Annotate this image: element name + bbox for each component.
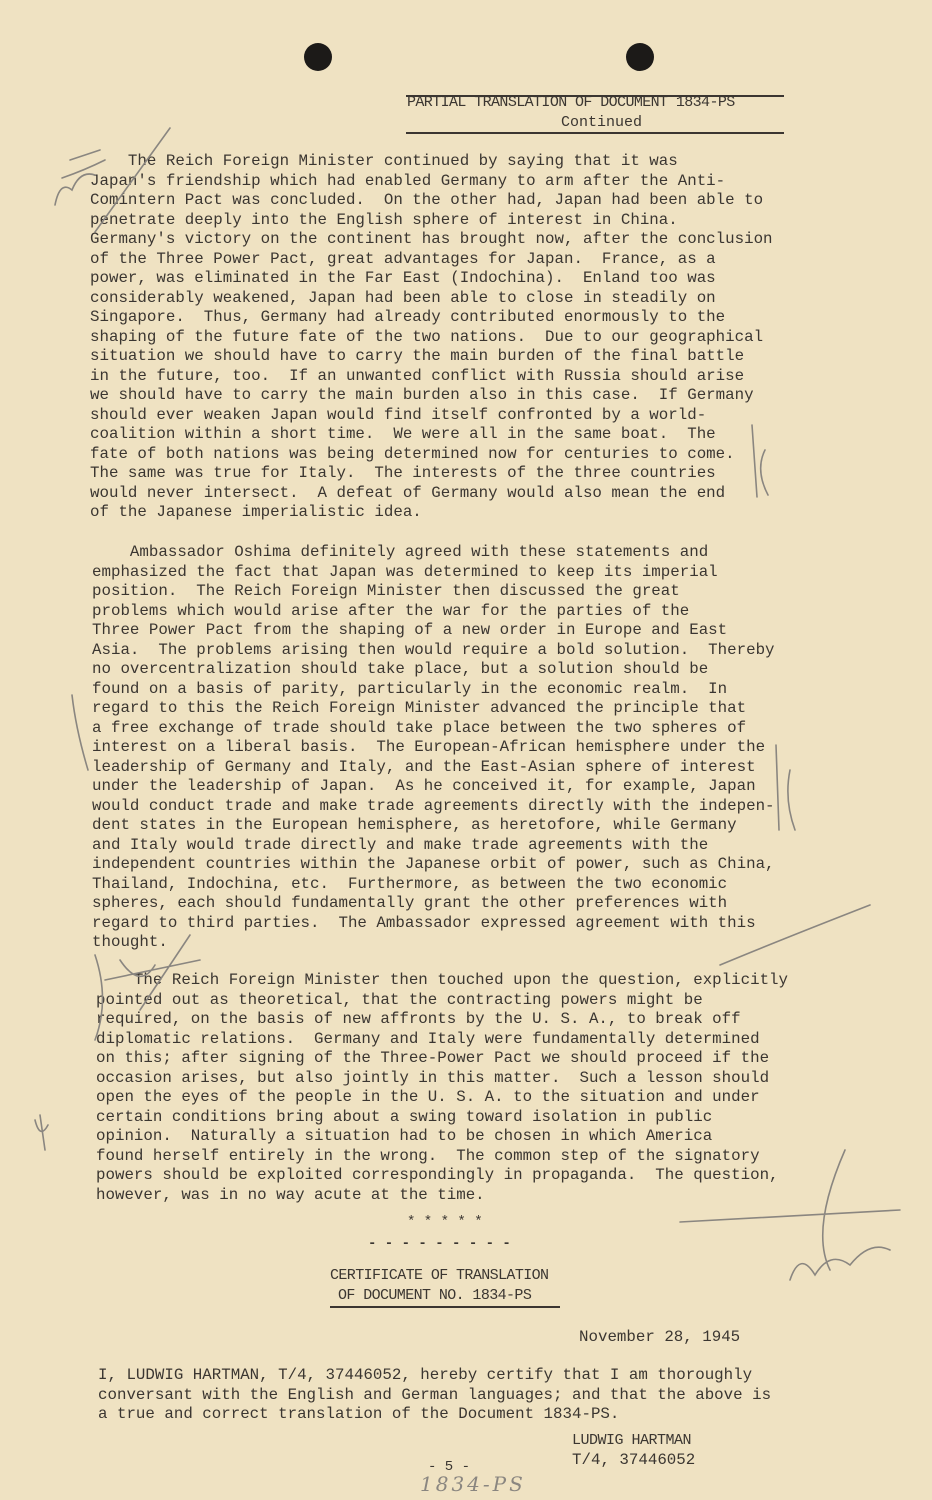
paragraph-line: Singapore. Thus, Germany had already contributed enormously to the	[90, 308, 726, 326]
paragraph-line: The Reich Foreign Minister continued by saying that it was	[90, 152, 678, 170]
paragraph-line: found herself entirely in the wrong. The common step of the signatory	[96, 1146, 760, 1165]
paragraph-line: Comintern Pact was concluded. On the other had, Japan had been able to	[90, 191, 764, 209]
paragraph-line: and Italy would trade directly and make trade agreements with the	[92, 835, 709, 854]
paragraph-line: powers should be exploited correspondingly in propaganda. The question,	[96, 1166, 779, 1184]
paragraph-line: situation we should have to carry the main burden of the final battle	[90, 347, 745, 365]
paragraph-line: leadership of Germany and Italy, and the East-Asian sphere of interest	[92, 757, 756, 776]
certificate-title-rule	[330, 1306, 560, 1308]
certificate-line: a true and correct translation of the Document 1834-PS.	[98, 1405, 620, 1423]
separator-stars: * * * * *	[407, 1214, 483, 1230]
pencil-mark-left-margin	[35, 1115, 48, 1150]
punch-hole-left	[304, 43, 332, 71]
certificate-title-line2: OF DOCUMENT NO. 1834-PS	[338, 1287, 532, 1304]
certificate-statement	[98, 1366, 771, 1425]
certificate-title-line1: CERTIFICATE OF TRANSLATION	[330, 1267, 549, 1284]
paragraph-line: would never intersect. A defeat of Germany would also mean the end	[90, 483, 726, 502]
paragraph-2	[92, 543, 775, 953]
paragraph-line: emphasized the fact that Japan was determined to keep its imperial	[92, 562, 718, 581]
handwritten-document-number: 1834-PS	[420, 1472, 526, 1496]
paragraph-line: diplomatic relations. Germany and Italy were fundamentally determined	[96, 1029, 760, 1048]
pencil-bracket-paragraph2-left	[72, 695, 88, 770]
paragraph-3	[96, 971, 788, 1205]
paragraph-line: considerably weakened, Japan had been able to close in steadily on	[90, 288, 716, 307]
paragraph-line: occasion arises, but also jointly in this matter. Such a lesson should	[96, 1068, 770, 1087]
paragraph-line: opinion. Naturally a situation had to be chosen in which America	[96, 1127, 713, 1145]
paragraph-line: shaping of the future fate of the two nations. Due to our geographical	[90, 327, 764, 346]
paragraph-line: open the eyes of the people in the U. S. A. to the situation and under	[96, 1088, 760, 1106]
paragraph-line: Ambassador Oshima definitely agreed with these statements and	[92, 543, 709, 561]
document-title: PARTIAL TRANSLATION OF DOCUMENT 1834-PS	[407, 94, 735, 111]
paragraph-line: problems which would arise after the war for the parties of the	[92, 601, 690, 620]
header-bottom-rule	[406, 132, 784, 134]
paragraph-line: certain conditions bring about a swing toward isolation in public	[96, 1107, 713, 1126]
paragraph-line: dent states in the European hemisphere, as heretofore, while Germany	[92, 816, 737, 834]
signature-rank: T/4, 37446052	[572, 1451, 696, 1469]
paragraph-line: a free exchange of trade should take place between the two spheres of	[92, 718, 747, 737]
paragraph-line: coalition within a short time. We were all in the same boat. The	[90, 425, 716, 443]
paragraph-line: Three Power Pact from the shaping of a new order in Europe and East	[92, 621, 728, 639]
paragraph-line: in the future, too. If an unwanted conflict with Russia should arise	[90, 366, 745, 385]
certificate-line: conversant with the English and German languages; and that the above is	[98, 1385, 772, 1404]
certificate-line: I, LUDWIG HARTMAN, T/4, 37446052, hereby certify that I am thoroughly	[98, 1366, 753, 1384]
paragraph-line: Asia. The problems arising then would require a bold solution. Thereby	[92, 640, 775, 659]
paragraph-line: under the leadership of Japan. As he conceived it, for example, Japan	[92, 777, 756, 795]
paragraph-line: Germany's victory on the continent has brought now, after the conclusion	[90, 230, 773, 248]
paragraph-line: interest on a liberal basis. The European-African hemisphere under the	[92, 738, 766, 756]
paragraph-1	[90, 152, 773, 523]
paragraph-line: regard to this the Reich Foreign Minister advanced the principle that	[92, 699, 747, 717]
paragraph-line: thought.	[92, 933, 168, 951]
paragraph-line: would conduct trade and make trade agreements directly with the indepen-	[92, 796, 775, 815]
pencil-bracket-paragraph2-right	[776, 745, 795, 830]
paragraph-line: however, was in no way acute at the time.	[96, 1185, 485, 1204]
document-subtitle: Continued	[561, 114, 643, 131]
paragraph-line: of the Three Power Pact, great advantages for Japan. France, as a	[90, 249, 716, 268]
signature-name: LUDWIG HARTMAN	[572, 1432, 692, 1449]
paragraph-line: Japan's friendship which had enabled Germany to arm after the Anti-	[90, 171, 726, 190]
separator-dashes: - - - - - - - - -	[368, 1236, 511, 1252]
paragraph-line: spheres, each should fundamentally grant the other preferences with	[92, 894, 728, 912]
paragraph-line: independent countries within the Japanese orbit of power, such as China,	[92, 855, 775, 873]
paragraph-line: fate of both nations was being determined now for centuries to come.	[90, 444, 735, 463]
paragraph-line: The Reich Foreign Minister then touched upon the question, explicitly	[96, 971, 789, 989]
page-number: - 5 -	[428, 1459, 471, 1475]
paragraph-line: position. The Reich Foreign Minister then discussed the great	[92, 582, 680, 600]
paragraph-line: we should have to carry the main burden also in this case. If Germany	[90, 386, 754, 404]
paragraph-line: of the Japanese imperialistic idea.	[90, 503, 422, 521]
paragraph-line: on this; after signing of the Three-Power Pact we should proceed if the	[96, 1049, 770, 1067]
paragraph-line: power, was eliminated in the Far East (Indochina). Enland too was	[90, 269, 716, 287]
paragraph-line: no overcentralization should take place, but a solution should be	[92, 660, 709, 678]
punch-hole-right	[626, 43, 654, 71]
paragraph-line: should ever weaken Japan would find itself confronted by a world-	[90, 405, 707, 424]
paragraph-line: The same was true for Italy. The interests of the three countries	[90, 464, 716, 482]
paragraph-line: Thailand, Indochina, etc. Furthermore, as between the two economic	[92, 874, 728, 893]
certificate-date: November 28, 1945	[579, 1328, 741, 1346]
paragraph-line: penetrate deeply into the English sphere of interest in China.	[90, 210, 678, 229]
paragraph-line: pointed out as theoretical, that the contracting powers might be	[96, 990, 703, 1009]
paragraph-line: found on a basis of parity, particularly in the economic realm. In	[92, 679, 728, 698]
paragraph-line: required, on the basis of new affronts by the U. S. A., to break off	[96, 1010, 741, 1028]
paragraph-line: regard to third parties. The Ambassador expressed agreement with this	[92, 913, 756, 932]
